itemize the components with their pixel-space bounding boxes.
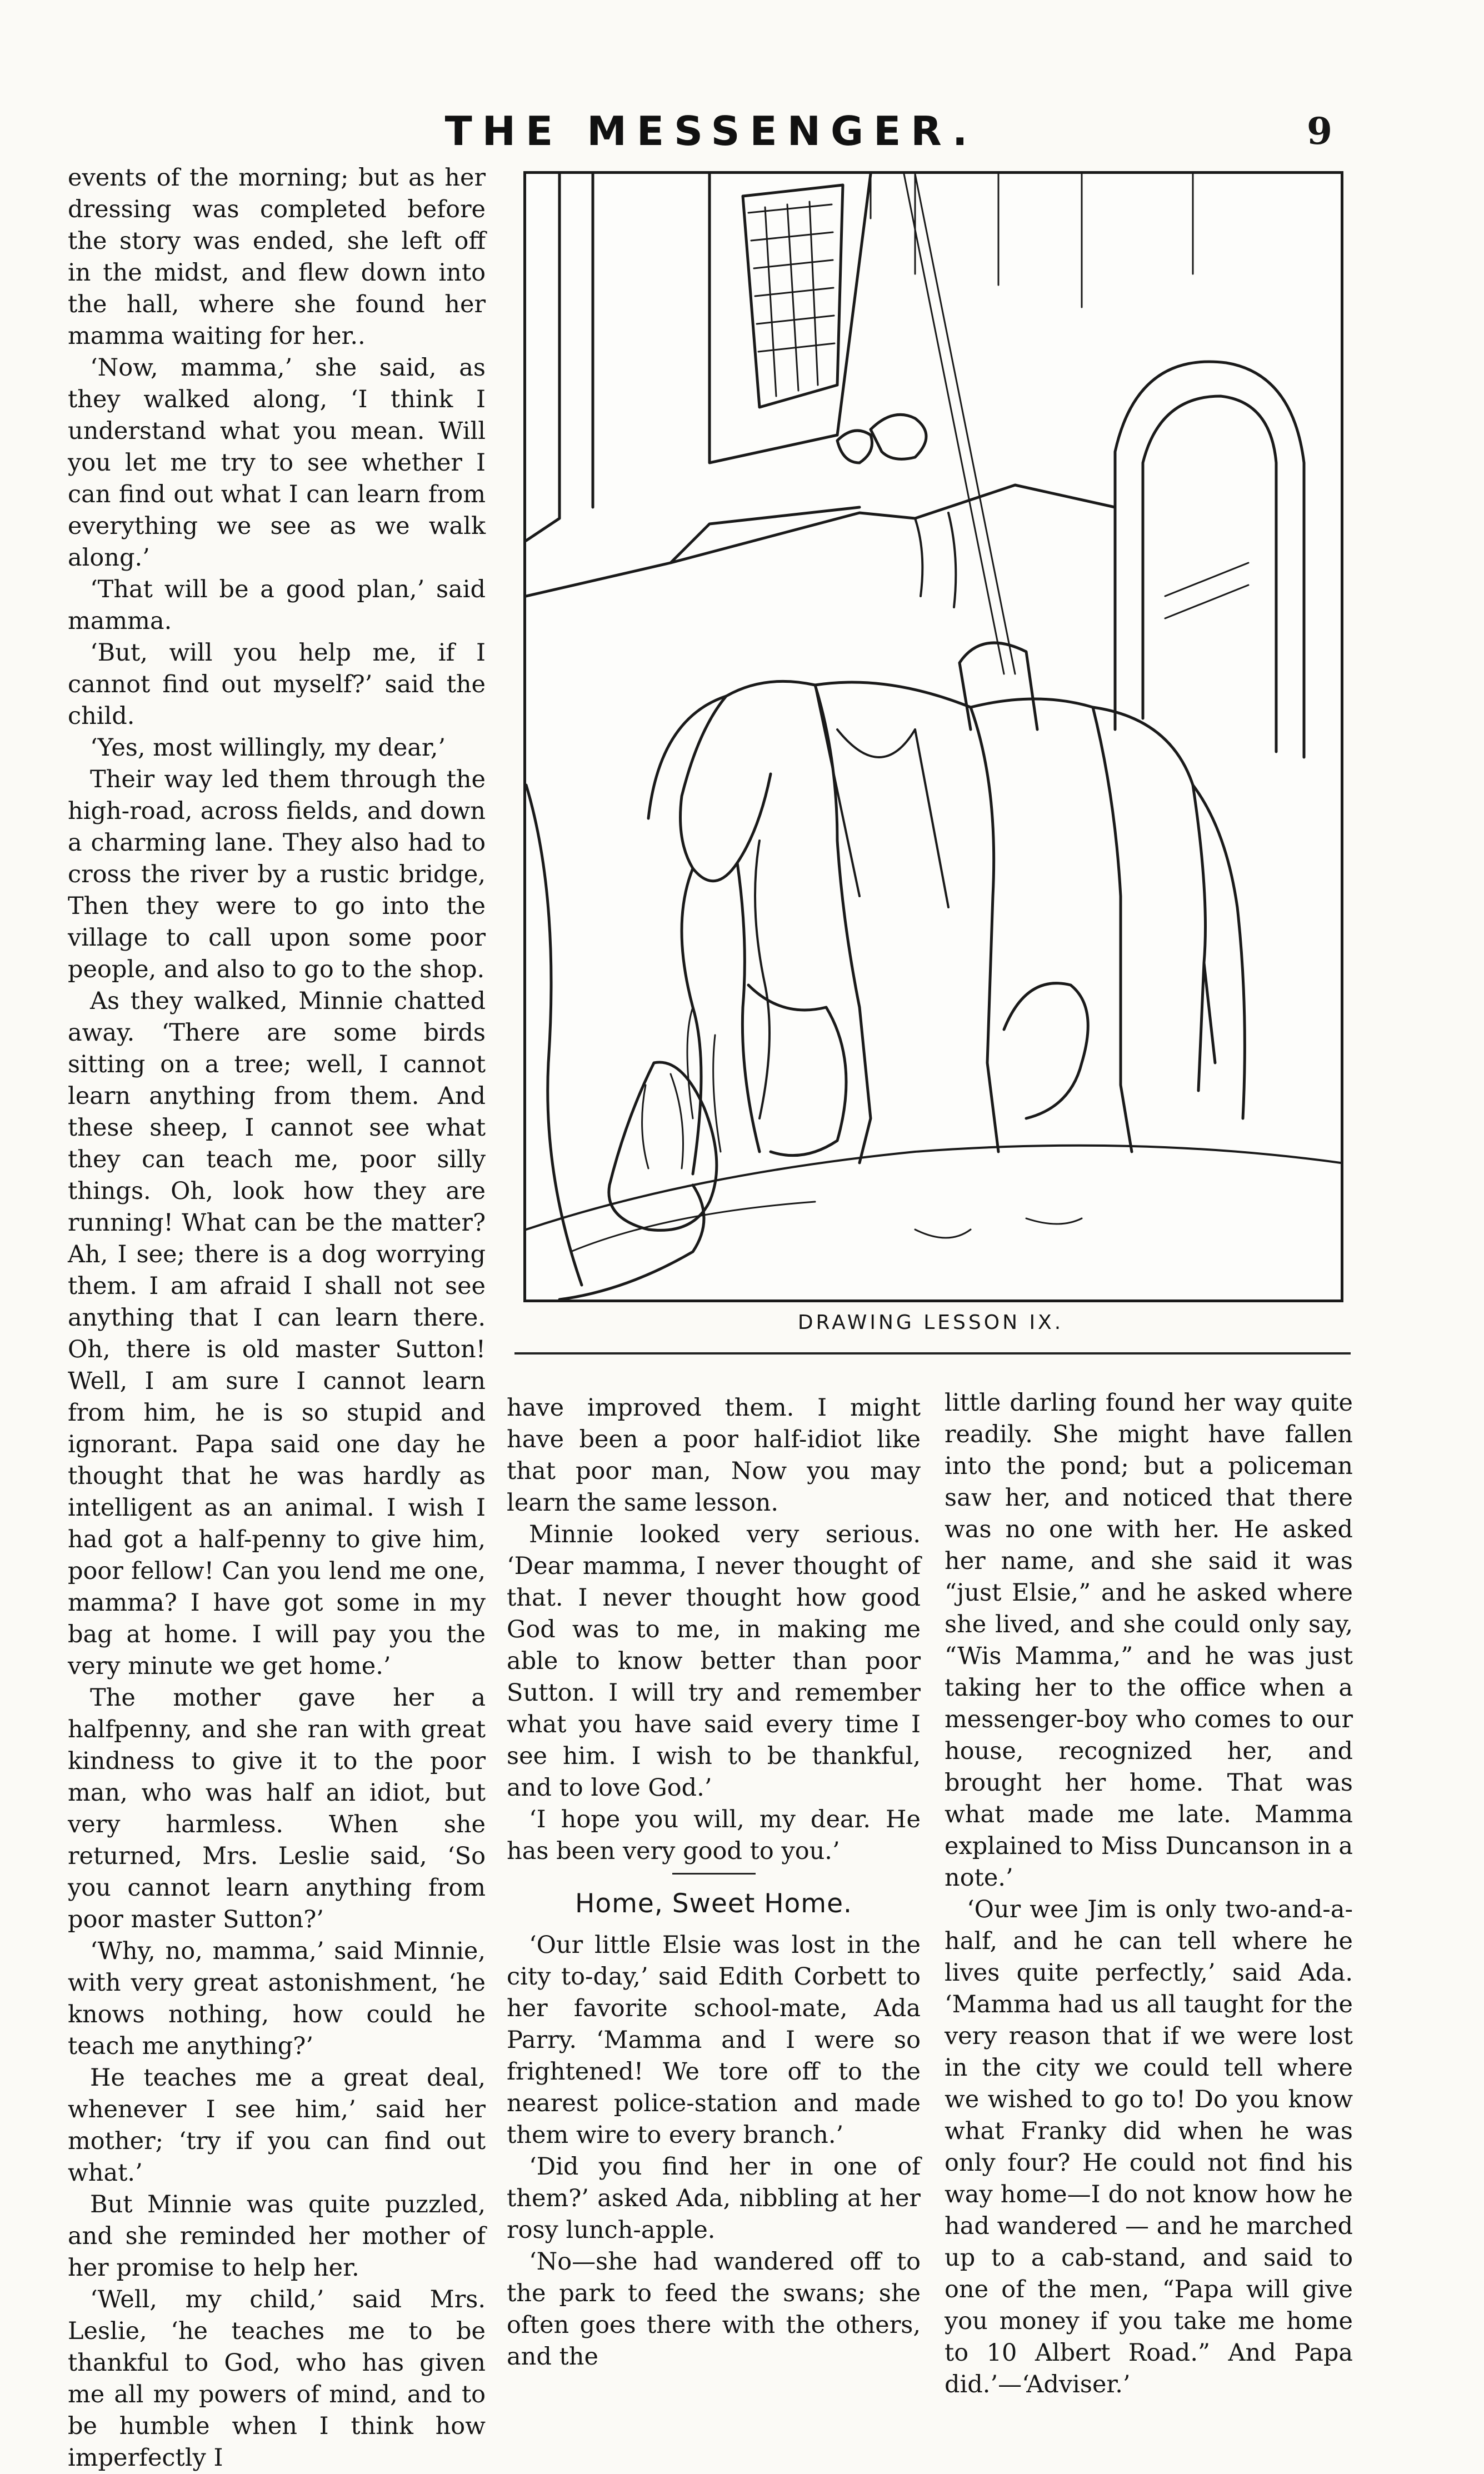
column-right (945, 1387, 1353, 2401)
paragraph: Their way led them through the high-road, across fields, and down a charming lane. They also had to cross the river by a rustic bridge, Then they were to go into the village to call upon some poor people, and also to go to the shop. (68, 766, 486, 983)
paragraph: The mother gave her a halfpenny, and she ran with great kindness to give it to the poor man, who was half an idiot, but very harmless. When she returned, Mrs. Leslie said, ‘So you cannot learn anything from poor master Sutton?’ (68, 1684, 486, 1933)
paragraph: ‘Well, my child,’ said Mrs. Leslie, ‘he teaches me to be thankful to God, who has given me all my powers of mind, and to be humble when I think how imperfectly I (68, 2286, 486, 2472)
paragraph: ‘No—she had wandered off to the park to feed the swans; she often goes there with the others, and the (507, 2248, 921, 2371)
section-divider (672, 1873, 756, 1875)
paragraph: ‘Our little Elsie was lost in the city to-day,’ said Edith Corbett to her favorite school-mate, Ada Parry. ‘Mamma and I were so frightened! We tore off to the nearest police-station and made them wire to every branch.’ (507, 1931, 921, 2149)
column-left (68, 162, 486, 2474)
section-title: Home, Sweet Home. (575, 1888, 852, 1919)
paragraph: ‘Yes, most willingly, my dear,’ (90, 734, 446, 762)
paragraph: As they walked, Minnie chatted away. ‘There are some birds sitting on a tree; well, I cannot learn anything from them. And these sheep, I cannot see what they can teach me, poor silly things. Oh, look how they are running! What can be the matter? Ah, I see; there is a dog worrying them. I am afraid I shall not see anything that I can learn there. Oh, there is old master Sutton! Well, I am sure I cannot learn from him, he is so stupid and ignorant. Papa said one day he thought that he was hardly as intelligent as an animal. I wish I had got a half-penny to give him, poor fellow! Can you lend me one, mamma? I have got some in my bag at home. I will pay you the very minute we get home.’ (68, 987, 486, 1680)
paragraph: ‘Our wee Jim is only two-and-a-half, and he can tell where he lives quite perfectly,’ said Ada. ‘Mamma had us all taught for the very reason that if we were lost in the city we could tell where we wished to go to! Do you know what Franky did when he was only four? He could not find his way home—I do not know how he had wandered — and he marched up to a cab-stand, and said to one of the men, “Papa will give you money if you take me home to 10 Albert Road.” And Papa did.’—‘Adviser.’ (945, 1896, 1353, 2398)
paragraph: ‘Now, mamma,’ she said, as they walked along, ‘I think I understand what you mean. Will you let me try to see whether I can find out what I can learn from everything we see as we walk along.’ (68, 354, 486, 572)
figure-caption: DRAWING LESSON IX. (797, 1311, 1064, 1334)
paragraph: He teaches me a great deal, whenever I see him,’ said her mother; ‘try if you can find out what.’ (68, 2064, 486, 2187)
illustration-stable-scene (523, 171, 1343, 1302)
paragraph: have improved them. I might have been a poor half-idiot like that poor man, Now you may learn the same lesson. (507, 1394, 921, 1517)
page-number: 9 (1307, 109, 1332, 153)
paragraph: ‘I hope you will, my dear. He has been very good to you.’ (507, 1806, 921, 1865)
paragraph: ‘That will be a good plan,’ said mamma. (68, 576, 486, 635)
divider-rule (514, 1352, 1351, 1355)
column-middle (507, 1392, 921, 2373)
paragraph: Minnie looked very serious. ‘Dear mamma, I never thought of that. I never thought how good God was to me, in making me able to know better than poor Sutton. I will try and remember what you have said every time I see him. I wish to be thankful, and to love God.’ (507, 1521, 921, 1802)
paragraph: But Minnie was quite puzzled, and she reminded her mother of her promise to help her. (68, 2191, 486, 2282)
paragraph: events of the morning; but as her dressing was completed before the story was ended, she left off in the midst, and flew down into the hall, where she found her mamma waiting for her.. (68, 164, 486, 350)
paragraph: ‘But, will you help me, if I cannot find out myself?’ said the child. (68, 639, 486, 730)
paragraph: ‘Why, no, mamma,’ said Minnie, with very great astonishment, ‘he knows nothing, how could he teach me anything?’ (68, 1937, 486, 2060)
paragraph: ‘Did you find her in one of them?’ asked Ada, nibbling at her rosy lunch-apple. (507, 2153, 921, 2244)
paragraph: little darling found her way quite readily. She might have fallen into the pond; but a policeman saw her, and noticed that there was no one with her. He asked her name, and she said it was “just Elsie,” and he asked where she lived, and she could only say, “Wis Mamma,” and he was just taking her to the office when a messenger-boy who comes to our house, recognized her, and brought her home. That was what made me late. Mamma explained to Miss Duncanson in a note.’ (945, 1389, 1353, 1892)
masthead: THE MESSENGER. (444, 108, 978, 154)
